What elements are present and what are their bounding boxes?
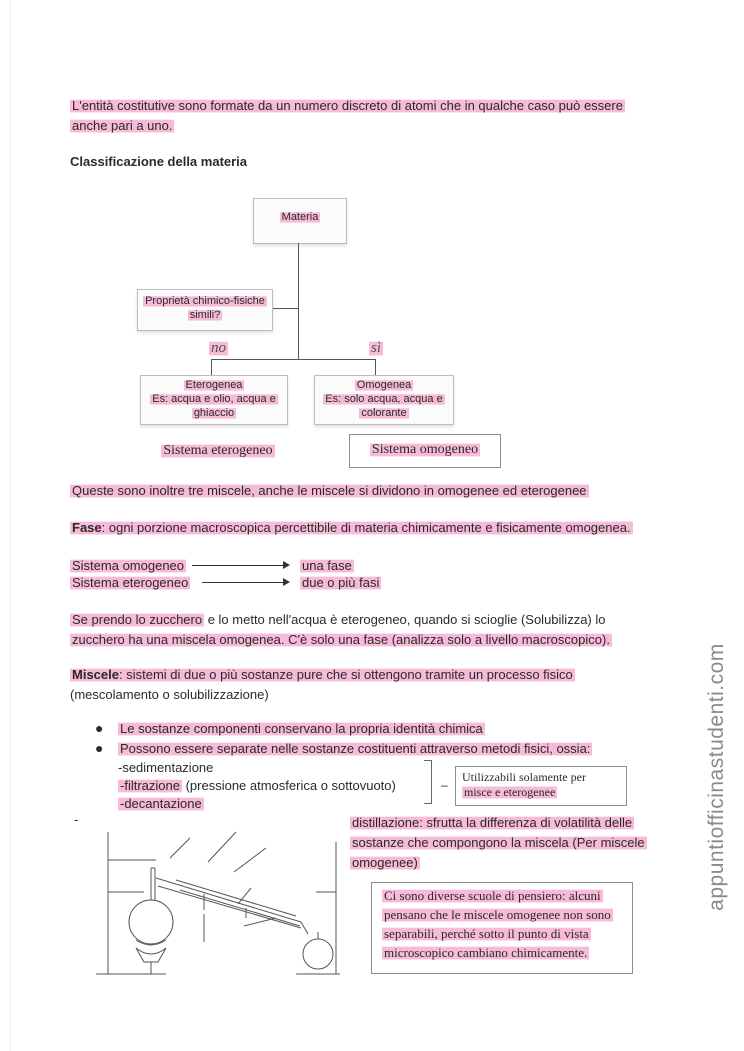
distillazione-line-2: sostanze che compongono la miscela (Per miscele	[352, 835, 645, 850]
scuole-di-pensiero-box	[371, 882, 633, 974]
heterogeneous-only-line-2: misce e eterogenee	[464, 785, 556, 799]
node-materia-label: Materia	[281, 211, 319, 223]
system-row-2	[70, 573, 190, 593]
node-omogenea	[314, 375, 454, 425]
dash-marker: -	[74, 812, 79, 827]
node-materia	[253, 198, 347, 244]
watermark-text: appuntiofficinastudenti.com	[705, 643, 728, 911]
question-line-1: Proprietà chimico-fisiche	[145, 295, 265, 307]
method-2a-text: -filtrazione	[120, 778, 180, 793]
bullet-item-1	[118, 719, 485, 739]
branch-label-si	[369, 340, 383, 357]
branch-label-no	[209, 340, 228, 357]
bracket-dash: –	[441, 778, 448, 792]
arrow-1-line	[192, 565, 286, 566]
bullet-item-2	[118, 739, 592, 759]
heterogeneous-only-line-1: Utilizzabili solamente per	[462, 770, 586, 784]
miscele-note	[70, 481, 710, 501]
watermark	[704, 612, 730, 942]
scuole-line-4: microscopico cambiano chimicamente.	[384, 945, 588, 960]
distillazione-line-1: distillazione: sfrutta la differenza di volatilità delle	[352, 815, 633, 830]
method-decantazione	[118, 794, 204, 814]
connector-horizontal	[211, 359, 376, 360]
system-result-1-text: una fase	[302, 558, 352, 573]
method-2b-text: (pressione atmosferica o sottovuoto)	[181, 778, 396, 793]
bullet-dot-icon: ●	[95, 740, 104, 756]
branch-label-no-text: no	[211, 340, 226, 356]
omogenea-title: Omogenea	[356, 379, 412, 391]
result-heterogeneous-text: Sistema eterogeneo	[163, 443, 273, 458]
heterogeneous-only-box	[455, 766, 627, 806]
bullet-text-1: Le sostanze componenti conservano la propria identità chimica	[120, 721, 483, 736]
branch-label-si-text: sì	[371, 340, 382, 356]
methods-bracket	[424, 760, 432, 804]
eterogenea-example-1: Es: acqua e olio, acqua e	[152, 393, 276, 405]
system-name-2: Sistema eterogeneo	[72, 575, 189, 590]
system-result-2	[300, 573, 381, 593]
result-homogeneous	[349, 434, 501, 468]
zucchero-line-1a: Se prendo lo zucchero	[72, 612, 203, 627]
node-eterogenea	[140, 375, 288, 425]
connector-right	[375, 359, 376, 375]
method-1-text: -sedimentazione	[118, 760, 214, 775]
result-heterogeneous	[139, 438, 297, 466]
connector-vertical	[298, 243, 299, 359]
distillation-apparatus-illustration	[96, 822, 342, 980]
scuole-line-1: Ci sono diverse scuole di pensiero: alcuni	[384, 888, 601, 903]
fase-definition	[70, 518, 730, 538]
fase-text: : ogni porzione macroscopica percettibile di materia chimicamente e fisicamente omogenea.	[101, 520, 631, 535]
arrow-right-icon	[283, 578, 290, 586]
eterogenea-title: Eterogenea	[185, 379, 243, 391]
miscele-term: Miscele	[72, 667, 119, 682]
intro-line-2: anche pari a uno.	[72, 118, 173, 133]
connector-question	[271, 308, 298, 309]
bullet-dot-icon: ●	[95, 720, 104, 736]
method-3-text: -decantazione	[120, 796, 202, 811]
scuole-line-3: separabili, perché sotto il punto di vista	[384, 926, 589, 941]
page-edge	[10, 0, 11, 1051]
connector-left	[211, 359, 212, 375]
question-line-2: simili?	[189, 309, 221, 321]
system-name-1: Sistema omogeneo	[72, 558, 185, 573]
node-question	[137, 289, 273, 331]
distillazione-line-3: omogenee)	[352, 855, 418, 870]
bullet-text-2: Possono essere separate nelle sostanze costituenti attraverso metodi fisici, ossia:	[120, 741, 591, 756]
result-homogeneous-text: Sistema omogeneo	[371, 442, 479, 457]
scuole-line-2: pensano che le miscele omogenee non sono	[384, 907, 611, 922]
distillazione-paragraph	[350, 813, 680, 873]
miscele-note-text: Queste sono inoltre tre miscele, anche le miscele si dividono in omogenee ed eterogenee	[72, 483, 587, 498]
intro-paragraph	[70, 96, 690, 136]
method-sedimentazione	[118, 758, 213, 778]
section-title: Classificazione della materia	[70, 154, 248, 169]
zucchero-line-1b: e lo metto nell'acqua è eterogeneo, quando si scioglie (Solubilizza) lo	[204, 612, 606, 627]
eterogenea-example-2: ghiaccio	[193, 407, 235, 419]
fase-term: Fase	[72, 520, 102, 535]
zucchero-line-2: zucchero ha una miscela omogenea. C'è solo una fase (analizza solo a livello macroscopico).	[72, 632, 610, 647]
arrow-right-icon	[283, 561, 290, 569]
intro-line-1: L'entità costitutive sono formate da un numero discreto di atomi che in qualche caso può essere	[72, 98, 623, 113]
miscele-definition	[70, 665, 690, 705]
arrow-2-line	[202, 582, 286, 583]
miscele-text-1: : sistemi di due o più sostanze pure che si ottengono tramite un processo fisico	[118, 667, 573, 682]
zucchero-paragraph	[70, 610, 690, 650]
method-filtrazione	[118, 776, 396, 796]
system-result-2-text: due o più fasi	[302, 575, 380, 590]
omogenea-example-2: colorante	[361, 407, 407, 419]
miscele-text-2: (mescolamento o solubilizzazione)	[70, 687, 269, 702]
omogenea-example-1: Es: solo acqua, acqua e	[325, 393, 443, 405]
